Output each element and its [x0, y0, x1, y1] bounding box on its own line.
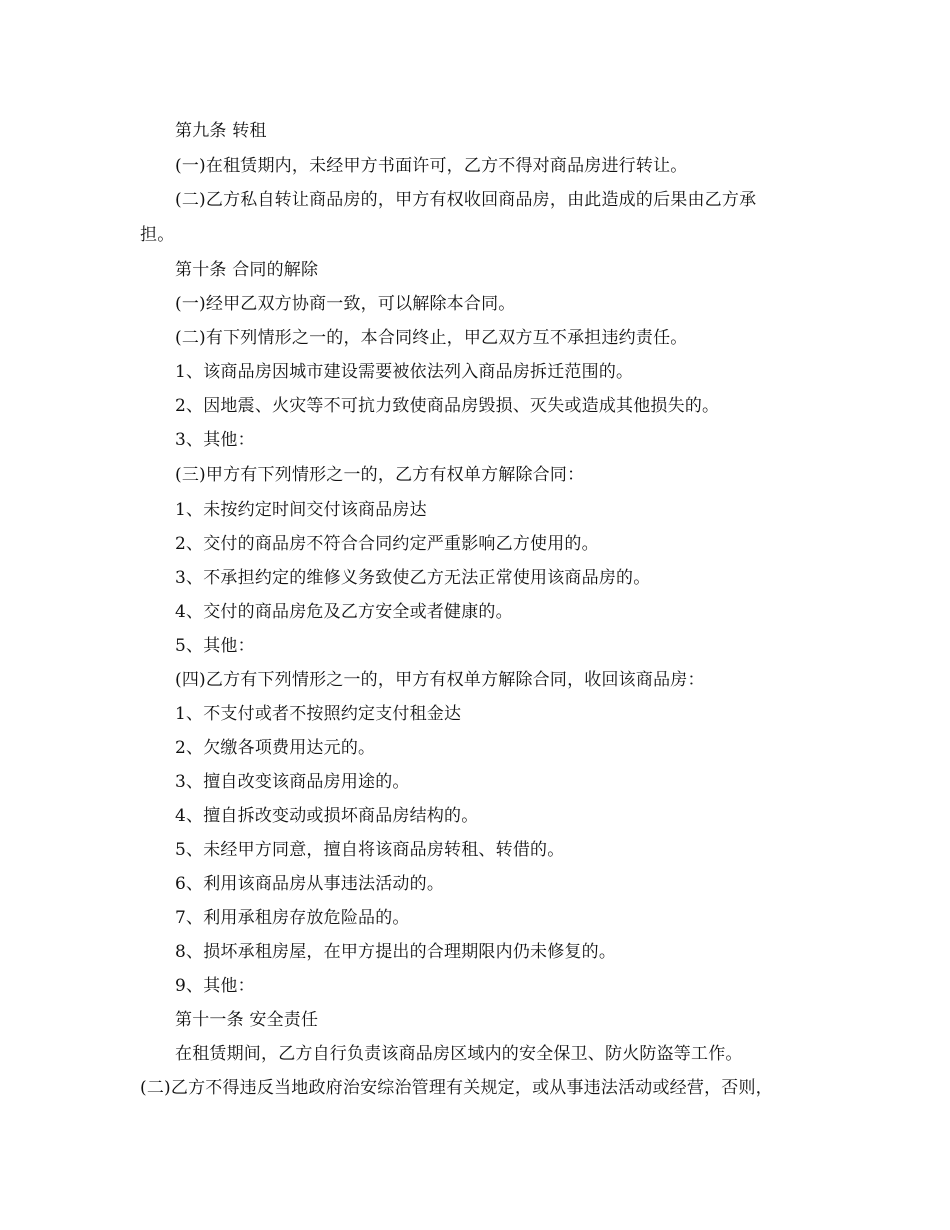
list-item: 8、损坏承租房屋，在甲方提出的合理期限内仍未修复的。: [175, 942, 617, 962]
list-item: 9、其他：: [175, 976, 255, 996]
list-item: 2、交付的商品房不符合合同约定严重影响乙方使用的。: [175, 534, 599, 554]
article-10-heading: 第十条 合同的解除: [175, 260, 319, 280]
paragraph-line: (一)在租赁期内，未经甲方书面许可，乙方不得对商品房进行转让。: [175, 156, 688, 176]
list-item: 5、其他：: [175, 636, 255, 656]
list-item: 2、因地震、火灾等不可抗力致使商品房毁损、灭失或造成其他损失的。: [175, 396, 720, 416]
list-item: 3、擅自改变该商品房用途的。: [175, 772, 410, 792]
list-item: 1、未按约定时间交付该商品房达: [175, 500, 427, 520]
list-item: 4、擅自拆改变动或损坏商品房结构的。: [175, 806, 479, 826]
list-item: 3、其他：: [175, 430, 255, 450]
paragraph-line: 在租赁期间，乙方自行负责该商品房区域内的安全保卫、防火防盗等工作。: [175, 1044, 743, 1064]
paragraph-line: (二)乙方不得违反当地政府治安综治管理有关规定，或从事违法活动或经营，否则，: [140, 1078, 773, 1098]
paragraph-line: (三)甲方有下列情形之一的，乙方有权单方解除合同：: [175, 465, 585, 485]
list-item: 1、该商品房因城市建设需要被依法列入商品房拆迁范围的。: [175, 362, 634, 382]
paragraph-line: (四)乙方有下列情形之一的，甲方有权单方解除合同，收回该商品房：: [175, 670, 705, 690]
list-item: 6、利用该商品房从事违法活动的。: [175, 874, 445, 894]
article-11-heading: 第十一条 安全责任: [175, 1010, 319, 1030]
paragraph-line: 担。: [140, 225, 175, 245]
article-9-heading: 第九条 转租: [175, 121, 267, 141]
list-item: 5、未经甲方同意，擅自将该商品房转租、转借的。: [175, 840, 565, 860]
list-item: 4、交付的商品房危及乙方安全或者健康的。: [175, 602, 513, 622]
paragraph-line: (二)乙方私自转让商品房的，甲方有权收回商品房，由此造成的后果由乙方承: [175, 190, 757, 210]
list-item: 1、不支付或者不按照约定支付租金达: [175, 704, 462, 724]
list-item: 3、不承担约定的维修义务致使乙方无法正常使用该商品房的。: [175, 568, 651, 588]
list-item: 7、利用承租房存放危险品的。: [175, 908, 410, 928]
list-item: 2、欠缴各项费用达元的。: [175, 738, 376, 758]
paragraph-line: (一)经甲乙双方协商一致，可以解除本合同。: [175, 294, 516, 314]
paragraph-line: (二)有下列情形之一的，本合同终止，甲乙双方互不承担违约责任。: [175, 328, 688, 348]
